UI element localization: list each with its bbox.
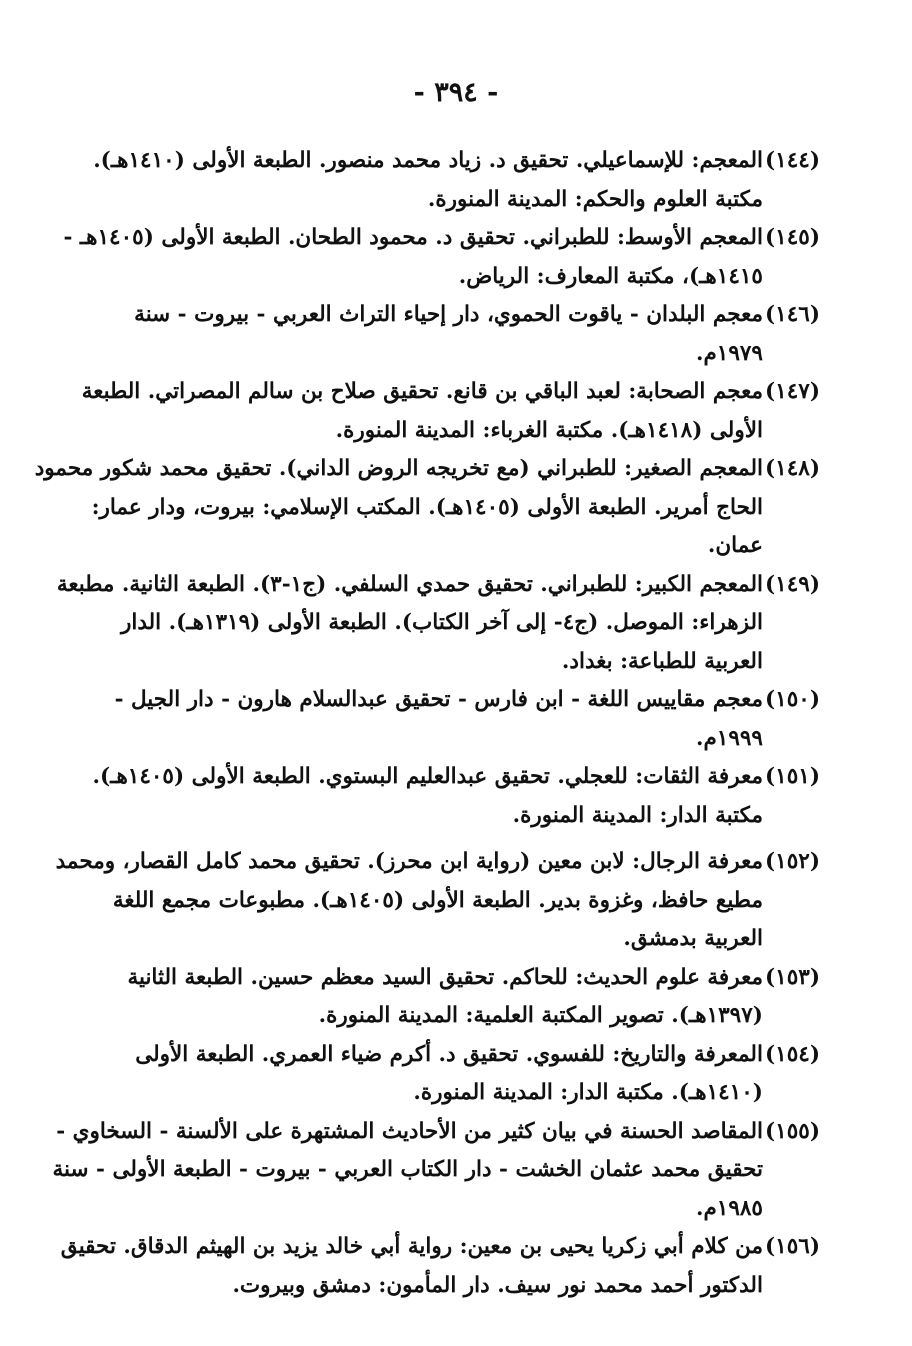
entry-text [35, 450, 763, 566]
entry-number: (١٥٠) [764, 687, 820, 712]
entry-number: (١٤٤) [764, 148, 820, 173]
bibliography-entry [56, 566, 820, 682]
entry-line: الزهراء: الموصل. (ج٤- إلى آخر الكتاب). الطبعة الأولى (١٣١٩هـ). الدار [120, 610, 763, 635]
entry-number: (١٤٩) [764, 571, 820, 597]
entry-line: الحاج أمرير. الطبعة الأولى (١٤٠٥هـ). المكتب الإسلامي: بيروت، ودار عمار: [91, 494, 763, 520]
page-number: - ٣٩٤ - [413, 77, 499, 108]
entry-line: مطيع حافظ، وغزوة بدير. الطبعة الأولى (١٤٠٥هـ). مطبوعات مجمع اللغة [112, 887, 763, 913]
entry-line: تحقيق محمد عثمان الخشت - دار الكتاب العربي - بيروت - الطبعة الأولى - سنة [52, 1157, 763, 1182]
entry-line: معجم البلدان - ياقوت الحموي، دار إحياء التراث العربي - بيروت - سنة [134, 302, 763, 327]
entry-text [92, 758, 762, 835]
entry-line: عمان. [707, 533, 763, 558]
entry-number: (١٥٣) [764, 964, 820, 990]
entry-number: (١٥٥) [764, 1118, 820, 1144]
entry-line: ١٩٧٩م. [695, 340, 763, 366]
entry-number: (١٤٥) [764, 225, 820, 250]
bibliography-entry [94, 1036, 820, 1113]
entry-line: الدكتور أحمد محمد نور سيف. دار المأمون: دمشق وبيروت. [232, 1272, 763, 1298]
entry-number: (١٤٦) [764, 302, 820, 327]
bibliography-entry [94, 758, 820, 835]
entry-line: العربية للطباعة: بغداد. [561, 648, 763, 674]
entry-number: (١٤٨) [764, 456, 820, 481]
entry-number: (١٥١) [764, 764, 820, 789]
bibliography-entry [94, 142, 820, 219]
entry-line: معرفة الثقات: للعجلي. تحقيق عبدالعليم البستوي. الطبعة الأولى (١٤٠٥هـ). [92, 764, 763, 789]
entry-line: معجم الصحابة: لعبد الباقي بن قانع. تحقيق صلاح بن سالم المصراتي. الطبعة [81, 379, 763, 404]
entry-line: مكتبة الدار: المدينة المنورة. [512, 802, 763, 828]
bibliography-entry [94, 296, 820, 373]
bibliography-entry [52, 1113, 820, 1229]
entry-line: معرفة الرجال: لابن معين (رواية ابن محرز). تحقيق محمد كامل القصار، ومحمد [55, 849, 763, 874]
entry-line: ١٤١٥هـ)، مكتبة المعارف: الرياض. [458, 263, 763, 289]
entry-number: (١٤٧) [764, 379, 820, 404]
entry-line: ١٩٨٥م. [695, 1195, 763, 1221]
bibliography-entry [94, 959, 820, 1036]
entry-number: (١٥٤) [764, 1041, 820, 1067]
entry-text [93, 142, 763, 219]
entry-text [94, 1036, 763, 1113]
bibliography-entry [94, 681, 820, 758]
entry-text [56, 843, 763, 959]
entry-text [94, 959, 763, 1036]
entry-number: (١٥٦) [764, 1234, 820, 1259]
entry-line: (١٣٩٧هـ). تصوير المكتبة العلمية: المدينة المنورة. [318, 1003, 763, 1028]
entry-line: (١٤١٠هـ). مكتبة الدار: المدينة المنورة. [413, 1080, 763, 1105]
entry-line: مكتبة العلوم والحكم: المدينة المنورة. [427, 186, 763, 212]
entry-text [61, 1228, 763, 1305]
entry-text [82, 373, 763, 450]
entry-line: المعرفة والتاريخ: للفسوي. تحقيق د. أكرم ضياء العمري. الطبعة الأولى [135, 1041, 763, 1067]
bibliography-list [34, 142, 820, 1305]
entry-line: معجم مقاييس اللغة - ابن فارس - تحقيق عبدالسلام هارون - دار الجيل - [114, 687, 763, 712]
entry-line: المعجم الكبير: للطبراني. تحقيق حمدي السلفي. (ج١-٣). الطبعة الثانية. مطبعة [56, 571, 763, 597]
entry-line: العربية بدمشق. [623, 926, 763, 951]
entry-line: المعجم الأوسط: للطبراني. تحقيق د. محمود الطحان. الطبعة الأولى (١٤٠٥هـ - [63, 225, 763, 250]
entry-line: ١٩٩٩م. [695, 725, 763, 751]
entry-line: المعجم الصغير: للطبراني (مع تخريجه الروض الداني). تحقيق محمد شكور محمود [34, 456, 763, 481]
entry-text [53, 1113, 763, 1229]
bibliography-entry [81, 373, 820, 450]
entry-line: الأولى (١٤١٨هـ). مكتبة الغرباء: المدينة المنورة. [335, 417, 763, 443]
entry-text [94, 296, 763, 373]
bibliography-entry [34, 450, 820, 566]
entry-text [63, 219, 763, 296]
entry-text [57, 566, 763, 682]
bibliography-entry [60, 1228, 820, 1305]
entry-line: المقاصد الحسنة في بيان كثير من الأحاديث المشتهرة على الألسنة - السخاوي - [56, 1118, 763, 1144]
entry-line: المعجم: للإسماعيلي. تحقيق د. زياد محمد منصور. الطبعة الأولى (١٤١٠هـ). [93, 148, 763, 173]
entry-line: من كلام أبي زكريا يحيى بن معين: رواية أبي خالد يزيد بن الهيثم الدقاق. تحقيق [60, 1234, 763, 1259]
entry-text [94, 681, 763, 758]
entry-line: معرفة علوم الحديث: للحاكم. تحقيق السيد معظم حسين. الطبعة الثانية [127, 964, 763, 990]
entry-number: (١٥٢) [764, 849, 820, 874]
bibliography-entry [55, 843, 820, 959]
bibliography-entry [63, 219, 820, 296]
